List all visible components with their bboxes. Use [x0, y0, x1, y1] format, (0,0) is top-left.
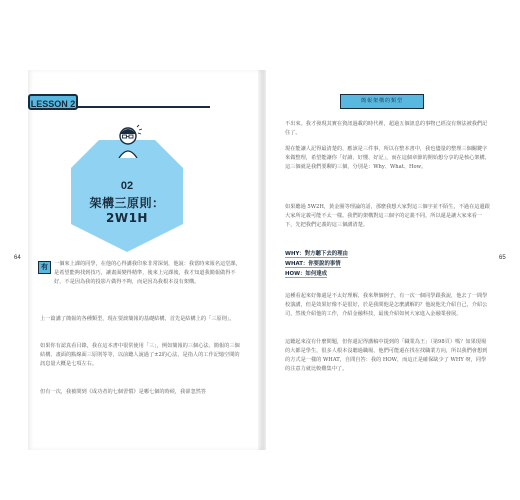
lesson-header	[28, 94, 210, 111]
left-paragraph-4: 但有一次，我被問到《成功者的七個習慣》是哪七個的時候，我卻忽然答	[40, 389, 207, 395]
key-point-what: WHAT：你要說的事情	[285, 261, 341, 267]
key-point-how: HOW：如何達成	[285, 271, 327, 277]
right-paragraph-1: 不出來。我才發現其實在資訊過載的時代裡，超過五個訊息的事物已經沒有辦法被我們記住了。	[285, 121, 488, 136]
left-page-number: 64	[14, 255, 21, 261]
right-paragraph-2: 現在能讓人記得最清楚的，應該是三件事，所以在整本書中，我也儘量的整理三個關鍵字來做整理，希望能讓你「好讀、好懂、好記」，而在這個章節的開始想分享的是核心架構，這三個就是我們要聊的三個，分別是：Why、What、How。	[285, 146, 490, 170]
right-paragraph-5: 這聽起來沒有什麼問題，但你還記得講稿中提到的「職業為王」（第98頁）嗎？如果現場的大都是學生，很多人根本沒聽過職場，他們可能還在找在找職業方向，所以我們會想到的方式是一樣的 WHAT，自問自答：我的 HOW，而這正是確保缺少了 WHY 呀，同學的注意力就比較難集中了。	[285, 339, 488, 372]
left-paragraph-3: 如果你有認真看目錄，我在這本書中很常使用「三」，例如簡報的三個心法、簡報的三個結構、畫面的點線面三原則等等，以前聽人說過了±2的心法，是指人的工作記憶空間的訊息量大概是七項左右。	[40, 343, 240, 367]
key-point-why: WHY：對方聽下去的理由	[285, 251, 348, 257]
right-paragraph-3: 如果聽過 5W2H，黃金圈等理論的話，那麼我想大家對這三個字並不陌生，不過在這邊跟大家所定義可能不太一樣。我們的架構對這三個字的定義不同，所以還是讓大家來看一下，先把我們定義的這三個講清楚。	[285, 204, 490, 228]
lesson-rule	[76, 106, 210, 108]
thinking-person-icon	[116, 124, 142, 158]
chapter-header: 簡報架構的類型	[340, 94, 424, 109]
left-paragraph-1: 一個來上課的同學，在他的心得講我印象非常深刻，他說：我當時來報名這堂課，是希望能夠找到技巧，讓畫面變得精準，後來上完課後，我才知道我簡報做得不好，不是因為我的投影片做得不夠，而是因為我根本沒有架構。	[54, 261, 241, 285]
drop-cap: 有	[38, 261, 51, 274]
section-number: 02	[120, 180, 134, 192]
lesson-label: LESSON 2	[28, 94, 78, 110]
right-paragraph-4: 這種看起來好像還是不太好理解，我來舉個例子，有一次一個同學跟我說，他去了一間學校演講，但是效果好像不是很好，於是我問他是怎麼講解的？他說他先介紹自己，介紹公司，然後介紹他的工作，介紹金融科技，最後介紹如何大家進入金融業發展。	[285, 293, 488, 317]
right-page-number: 65	[499, 255, 506, 261]
section-title: 架構三原則：2W1H	[89, 196, 165, 225]
left-paragraph-2: 上一篇講了簡報的各種類型，現在要談簡報的基礎結構，首先是結構上的「三原則」。	[40, 316, 235, 322]
